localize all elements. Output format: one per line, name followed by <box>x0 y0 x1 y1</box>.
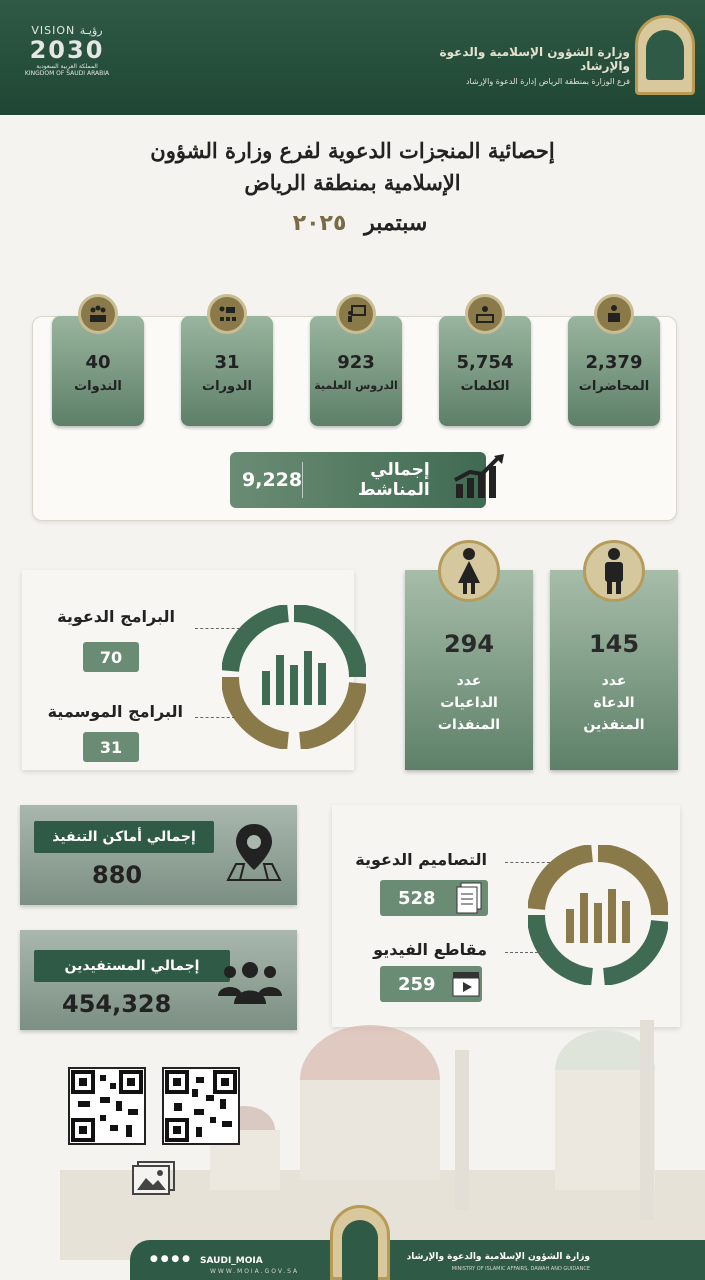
courses-card: 31 الدورات <box>181 316 273 426</box>
female-preachers-card: 294 عدد الداعيات المنفذات <box>405 570 533 770</box>
lectures-card: 2,379 المحاضرات <box>568 316 660 426</box>
ministry-emblem-icon <box>635 15 695 95</box>
social-icons[interactable]: ● ● ● ● <box>150 1254 190 1264</box>
page-title: إحصائية المنجزات الدعوية لفرع وزارة الشؤون الإسلامية بمنطقة الرياض <box>150 138 555 195</box>
dawah-programs-value: 70 <box>83 642 139 672</box>
website-link[interactable]: WWW.MOIA.GOV.SA <box>210 1268 300 1275</box>
man-icon <box>583 540 645 602</box>
qr-code-1[interactable] <box>68 1067 146 1145</box>
video-clapper-icon <box>450 966 484 1002</box>
seasonal-programs-pointer <box>195 717 235 718</box>
speeches-card: 5,754 الكلمات <box>439 316 531 426</box>
designs-value: 528 <box>380 880 488 916</box>
gallery-icon[interactable] <box>130 1160 178 1196</box>
course-icon <box>207 294 247 334</box>
places-card: إجمالي أماكن التنفيذ 880 <box>20 805 297 905</box>
speech-icon <box>465 294 505 334</box>
seminar-icon <box>78 294 118 334</box>
media-ring-icon <box>528 845 668 985</box>
map-pin-icon <box>222 820 286 884</box>
report-month: سبتمبر ٢٠٢٥ <box>292 210 428 236</box>
documents-icon <box>452 880 486 916</box>
group-people-icon <box>216 958 284 1008</box>
programs-ring-icon <box>222 605 366 749</box>
seasonal-programs-value: 31 <box>83 732 139 762</box>
videos-label: مقاطع الفيديو <box>373 940 487 959</box>
beneficiaries-card: إجمالي المستفيدين 454,328 <box>20 930 297 1030</box>
videos-value: 259 <box>380 966 482 1002</box>
dawah-programs-pointer <box>195 628 245 629</box>
growth-chart-icon <box>452 452 507 500</box>
male-preachers-card: 145 عدد الدعاة المنفذين <box>550 570 678 770</box>
vision-2030-logo: VISION رؤيـة 2030 المملكة العربية السعودية KINGDOM OF SAUDI ARABIA <box>24 24 110 77</box>
social-handle[interactable]: SAUDI_MOIA <box>200 1256 263 1266</box>
footer-ministry-name: وزارة الشؤون الإسلامية والدعوة والإرشاد <box>406 1252 590 1262</box>
lecture-icon <box>594 294 634 334</box>
lesson-icon <box>336 294 376 334</box>
woman-icon <box>438 540 500 602</box>
qr-code-2[interactable] <box>162 1067 240 1145</box>
footer-emblem-icon <box>330 1205 390 1280</box>
seminars-card: 40 الندوات <box>52 316 144 426</box>
dawah-programs-label: البرامج الدعوية <box>57 607 175 626</box>
videos-pointer <box>505 952 543 953</box>
footer-ministry-name-en: MINISTRY OF ISLAMIC AFFAIRS, DAWAH AND GUIDANCE <box>451 1266 590 1272</box>
seasonal-programs-label: البرامج الموسمية <box>47 702 183 721</box>
lessons-card: 923 الدروس العلمية <box>310 316 402 426</box>
designs-label: التصاميم الدعوية <box>355 850 487 869</box>
ministry-title: وزارة الشؤون الإسلامية والدعوة والإرشاد فرع الوزارة بمنطقة الرياض إدارة الدعوة والإرشاد <box>439 45 630 86</box>
designs-pointer <box>505 862 550 863</box>
total-activities-bar: 9,228 إجمالي المناشط <box>230 452 486 508</box>
